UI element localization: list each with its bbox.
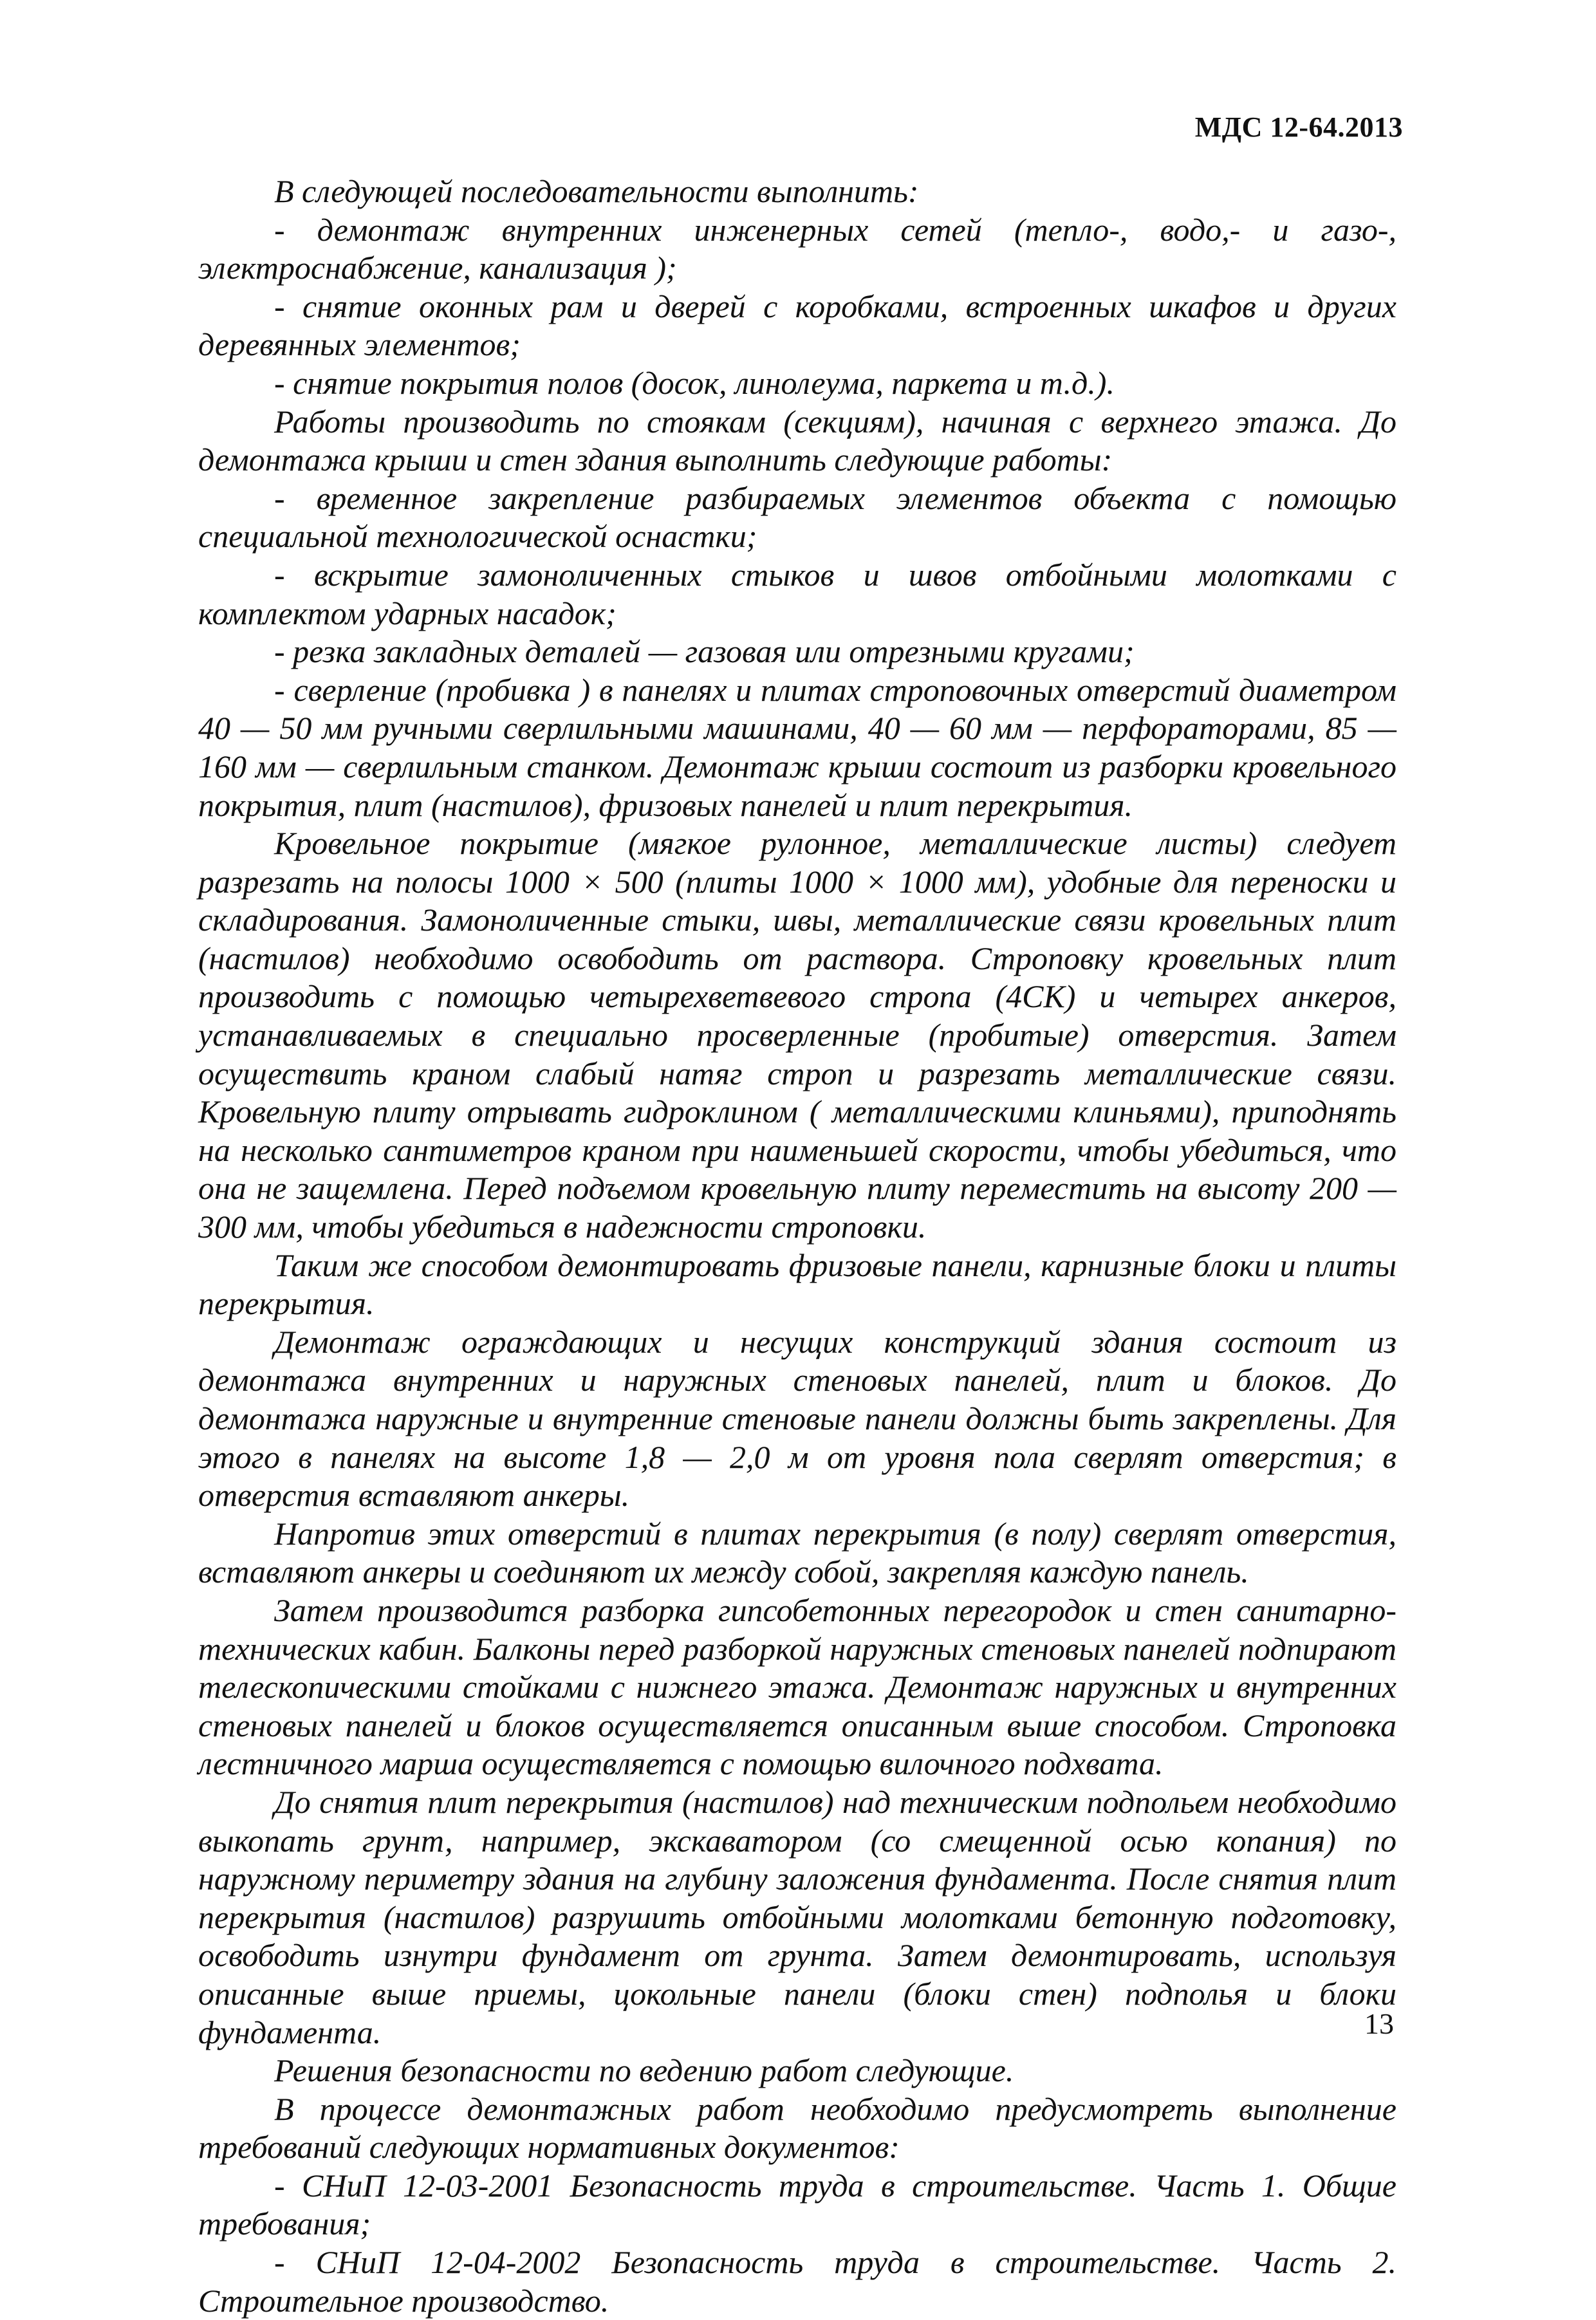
list-item-fixing: - временное закрепление разбираемых элементов объекта с помощью специальной технологической оснастки; (198, 479, 1396, 555)
paragraph-partitions: Затем производится разборка гипсобетонных перегородок и стен санитарно-технических кабин. Балконы перед разборкой наружных стеновых панелей подпирают телескопическими стойками с нижнего этажа. Демонтаж наружных и внутренних стеновых панелей и блоков осуществляется описанным выше способом. Строповка лестничного марша осуществляется с помощью вилочного подхвата. (198, 1592, 1396, 1782)
document-body (198, 172, 1396, 2320)
paragraph-intro: В следующей последовательности выполнить: (274, 173, 919, 209)
list-item-cutting: - резка закладных деталей — газовая или отрезными кругами; (274, 633, 1135, 670)
paragraph-normative: В процессе демонтажных работ необходимо предусмотреть выполнение требований следующих нормативных документов: (198, 2090, 1396, 2166)
list-item-drilling: - сверление (пробивка ) в панелях и плитах строповочных отверстий диаметром 40 — 50 мм ручными сверлильными машинами, 40 — 60 мм — перфораторами, 85 — 160 мм — сверлильным станком. Демонтаж крыши состоит из разборки кровельного покрытия, плит (настилов), фризовых панелей и плит перекрытия. (198, 671, 1396, 823)
paragraph-anchors: Напротив этих отверстий в плитах перекрытия (в полу) сверлят отверстия, вставляют анкеры и соединяют их между собой, закрепляя каждую панель. (198, 1515, 1396, 1590)
list-item-floors: - снятие покрытия полов (досок, линолеума, паркета и т.д.). (274, 364, 1115, 401)
paragraph-safety: Решения безопасности по ведению работ следующие. (274, 2052, 1014, 2089)
paragraph-frieze: Таким же способом демонтировать фризовые панели, карнизные блоки и плиты перекрытия. (198, 1247, 1396, 1322)
paragraph-foundation: До снятия плит перекрытия (настилов) над техническим подпольем необходимо выкопать грунт, например, экскаватором (со смещенной осью копания) по наружному периметру здания на глубину заложения фундамента. После снятия плит перекрытия (настилов) разрушить отбойными молотками бетонную подготовку, освободить изнутри фундамент от грунта. Затем демонтировать, используя описанные выше приемы, цокольные панели (блоки стен) подполья и блоки фундамента. (198, 1783, 1396, 2050)
paragraph-roofing: Кровельное покрытие (мягкое рулонное, металлические листы) следует разрезать на полосы 1000 × 500 (плиты 1000 × 1000 мм), удобные для переноски и складирования. Замоноличенные стыки, швы, металлические связи кровельных плит (настилов) необходимо освободить от раствора. Строповку кровельных плит производить с помощью четырехветвевого стропа (4СК) и четырех анкеров, устанавливаемых в специально просверленные (пробитые) отверстия. Затем осуществить краном слабый натяг строп и разрезать металлические связи. Кровельную плиту отрывать гидроклином ( металлическими клиньями), приподнять на несколько сантиметров краном при наименьшей скорости, чтобы убедиться, что она не защемлена. Перед подъемом кровельную плиту переместить на высоту 200 — 300 мм, чтобы убедиться в надежности строповки. (198, 825, 1396, 1245)
list-item-snip-1: - СНиП 12-03-2001 Безопасность труда в строительстве. Часть 1. Общие требования; (198, 2167, 1396, 2242)
list-item-windows: - снятие оконных рам и дверей с коробками, встроенных шкафов и других деревянных элементов; (198, 288, 1396, 363)
document-code: МДС 12-64.2013 (1194, 111, 1403, 143)
list-item-utilities: - демонтаж внутренних инженерных сетей (тепло-, водо,- и газо-, электроснабжение, канализация ); (198, 211, 1396, 286)
paragraph-enclosing: Демонтаж ограждающих и несущих конструкций здания состоит из демонтажа внутренних и наружных стеновых панелей, плит и блоков. До демонтажа наружные и внутренние стеновые панели должны быть закреплены. Для этого в панелях на высоте 1,8 — 2,0 м от уровня пола сверлят отверстия; в отверстия вставляют анкеры. (198, 1323, 1396, 1514)
list-item-opening-joints: - вскрытие замоноличенных стыков и швов отбойными молотками с комплектом ударных насадок; (198, 556, 1396, 631)
paragraph-works-order: Работы производить по стоякам (секциям), начиная с верхнего этажа. До демонтажа крыши и стен здания выполнить следующие работы: (198, 403, 1396, 478)
page-number: 13 (1364, 2007, 1394, 2040)
list-item-snip-2: - СНиП 12-04-2002 Безопасность труда в строительстве. Часть 2. Строительное производство. (198, 2244, 1396, 2319)
